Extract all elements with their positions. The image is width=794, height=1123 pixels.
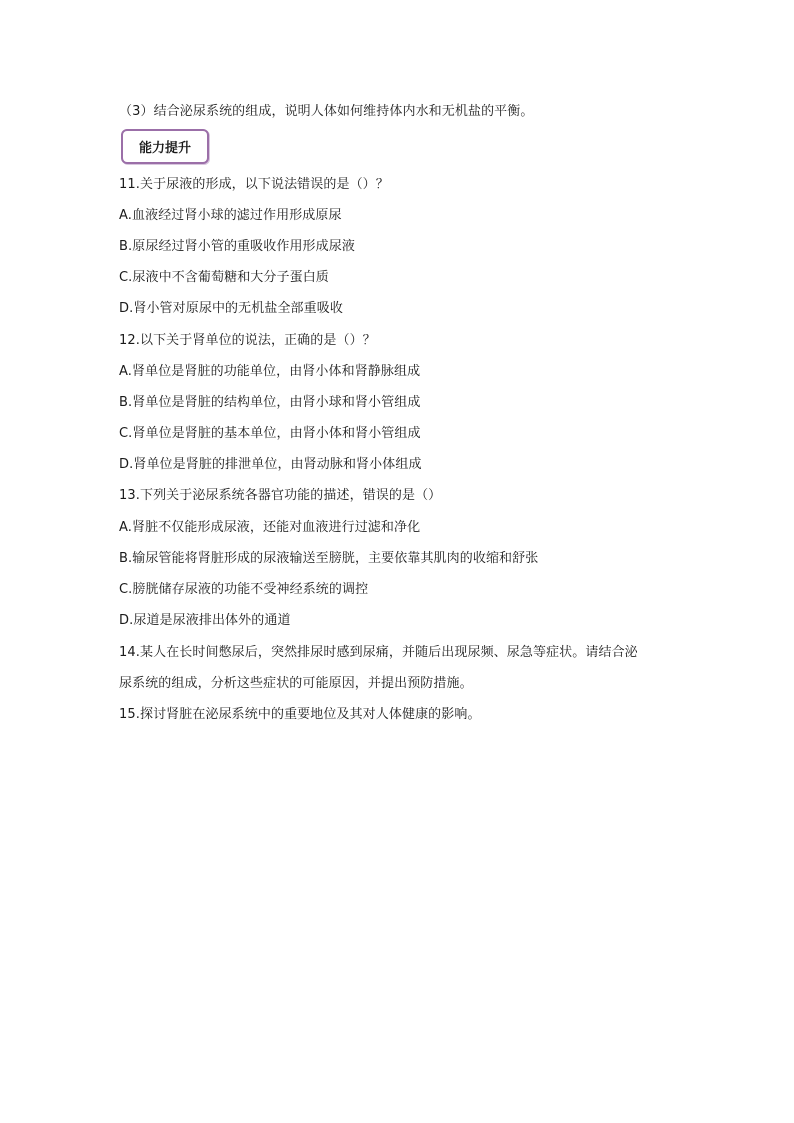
section-label-badge: 能力提升 — [121, 129, 209, 164]
question-14-line-2: 尿系统的组成，分析这些症状的可能原因，并提出预防措施。 — [119, 676, 473, 691]
question-13-option-d: D.尿道是尿液排出体外的通道 — [119, 613, 291, 628]
question-13-stem: 13.下列关于泌尿系统各器官功能的描述，错误的是（） — [119, 488, 442, 503]
question-13-option-a: A.肾脏不仅能形成尿液，还能对血液进行过滤和净化 — [119, 520, 421, 535]
question-14-line-1: 14.某人在长时间憋尿后，突然排尿时感到尿痛，并随后出现尿频、尿急等症状。请结合泌 — [119, 645, 638, 660]
question-12-option-c: C.肾单位是肾脏的基本单位，由肾小体和肾小管组成 — [119, 426, 421, 441]
question-12-stem: 12.以下关于肾单位的说法，正确的是（）？ — [119, 333, 376, 348]
question-15: 15.探讨肾脏在泌尿系统中的重要地位及其对人体健康的影响。 — [119, 707, 481, 722]
question-13-option-b: B.输尿管能将肾脏形成的尿液输送至膀胱，主要依靠其肌肉的收缩和舒张 — [119, 551, 539, 566]
question-11-option-c: C.尿液中不含葡萄糖和大分子蛋白质 — [119, 270, 329, 285]
question-11-option-d: D.肾小管对原尿中的无机盐全部重吸收 — [119, 301, 343, 316]
question-12-option-d: D.肾单位是肾脏的排泄单位，由肾动脉和肾小体组成 — [119, 457, 422, 472]
question-11-option-b: B.原尿经过肾小管的重吸收作用形成尿液 — [119, 239, 355, 254]
question-12-option-a: A.肾单位是肾脏的功能单位，由肾小体和肾静脉组成 — [119, 364, 421, 379]
question-11-stem: 11.关于尿液的形成，以下说法错误的是（）？ — [119, 177, 389, 192]
question-11-option-a: A.血液经过肾小球的滤过作用形成原尿 — [119, 208, 342, 223]
question-13-option-c: C.膀胱储存尿液的功能不受神经系统的调控 — [119, 582, 369, 597]
question-12-option-b: B.肾单位是肾脏的结构单位，由肾小球和肾小管组成 — [119, 395, 421, 410]
sub-question-3: （3）结合泌尿系统的组成，说明人体如何维持体内水和无机盐的平衡。 — [119, 104, 534, 119]
